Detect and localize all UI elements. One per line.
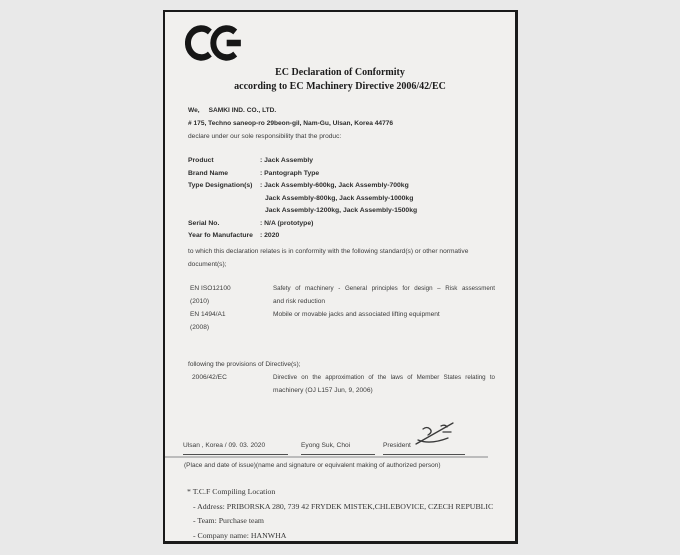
product-value: : Jack Assembly-600kg, Jack Assembly-700kg <box>260 182 409 189</box>
standard-year: (2008) <box>190 324 210 331</box>
directive-code: 2006/42/EC <box>192 374 227 381</box>
directive-row <box>165 387 515 399</box>
product-value: : Pantograph Type <box>260 169 320 177</box>
product-row <box>165 207 515 219</box>
conformity-intro-line2: document(s); <box>188 261 227 268</box>
certificate-page <box>163 10 518 544</box>
conformity-intro-line1: to which this declaration relates is in conformity with the following standard(s) or other normative <box>188 248 469 255</box>
signature-place-date: Ulsan , Korea / 09. 03. 2020 <box>183 442 288 455</box>
product-row <box>165 182 515 194</box>
standard-year: (2010) <box>190 298 210 305</box>
product-row <box>165 195 515 207</box>
standard-code: EN ISO12100 <box>190 285 231 292</box>
we-prefix: We, <box>188 107 200 114</box>
standard-row <box>165 298 515 310</box>
signature-name: Eyong Suk, Choi <box>301 442 375 455</box>
product-value: : 2020 <box>260 232 280 239</box>
product-value: Jack Assembly-800kg, Jack Assembly-1000kg <box>265 194 414 202</box>
standard-row <box>165 324 515 336</box>
product-label: Brand Name <box>188 169 229 177</box>
directive-description-line2: machinery (OJ L157 Jun, 9, 2006) <box>273 387 373 394</box>
product-value: : Jack Assembly <box>260 157 314 164</box>
title-line1: EC Declaration of Conformity <box>275 67 405 78</box>
signature-divider <box>165 456 488 458</box>
standard-description: Mobile or movable jacks and associated lifting equipment <box>273 311 440 318</box>
product-value: Jack Assembly-1200kg, Jack Assembly-1500kg <box>265 207 418 214</box>
directives-intro: following the provisions of Directive(s); <box>188 361 301 368</box>
company-address: # 175, Techno saneop-ro 29beon-gil, Nam-Gu, Ulsan, Korea 44776 <box>188 120 394 127</box>
product-row <box>165 170 515 182</box>
tcf-team: - Team: Purchase team <box>193 516 264 525</box>
standard-row <box>165 285 515 297</box>
declarant-block <box>188 104 393 143</box>
signature-caption: (Place and date of issue)(name and signature or equivalent making of authorized person) <box>184 462 441 469</box>
product-row <box>165 232 515 244</box>
standard-description: and risk reduction <box>273 298 326 305</box>
directive-description-line1: Directive on the approximation of the laws of Member States relating to <box>273 374 495 381</box>
company-name: SAMKI IND. CO., LTD. <box>208 107 277 114</box>
product-label: Year fo Manufacture <box>188 232 253 239</box>
declarant-company-line <box>188 104 393 117</box>
standard-row <box>165 311 515 323</box>
product-row <box>165 220 515 232</box>
signature-title: President <box>383 442 465 455</box>
product-value: : N/A (prototype) <box>260 219 314 227</box>
conformity-intro <box>188 245 468 271</box>
tcf-heading: * T.C.F Compiling Location <box>187 487 276 496</box>
declaration-text: declare under our sole responsibility that the produc: <box>188 133 342 140</box>
title-line2: according to EC Machinery Directive 2006/42/EC <box>234 81 446 92</box>
document-title <box>165 66 515 94</box>
tcf-block <box>187 485 493 543</box>
ce-mark-icon <box>185 22 243 64</box>
product-label: Type Designation(s) <box>188 182 253 189</box>
directive-row <box>165 374 515 386</box>
standard-code: EN 1494/A1 <box>190 311 226 318</box>
product-row <box>165 157 515 169</box>
product-label: Serial No. <box>188 219 220 227</box>
tcf-company: - Company name: HANWHA <box>193 530 287 540</box>
standard-description: Safety of machinery - General principles for design – Risk assessment <box>273 285 495 292</box>
tcf-address: - Address: PRIBORSKA 280, 739 42 FRYDEK MISTEK,CHLEBOVICE, CZECH REPUBLIC <box>193 501 494 511</box>
product-label: Product <box>188 157 214 164</box>
